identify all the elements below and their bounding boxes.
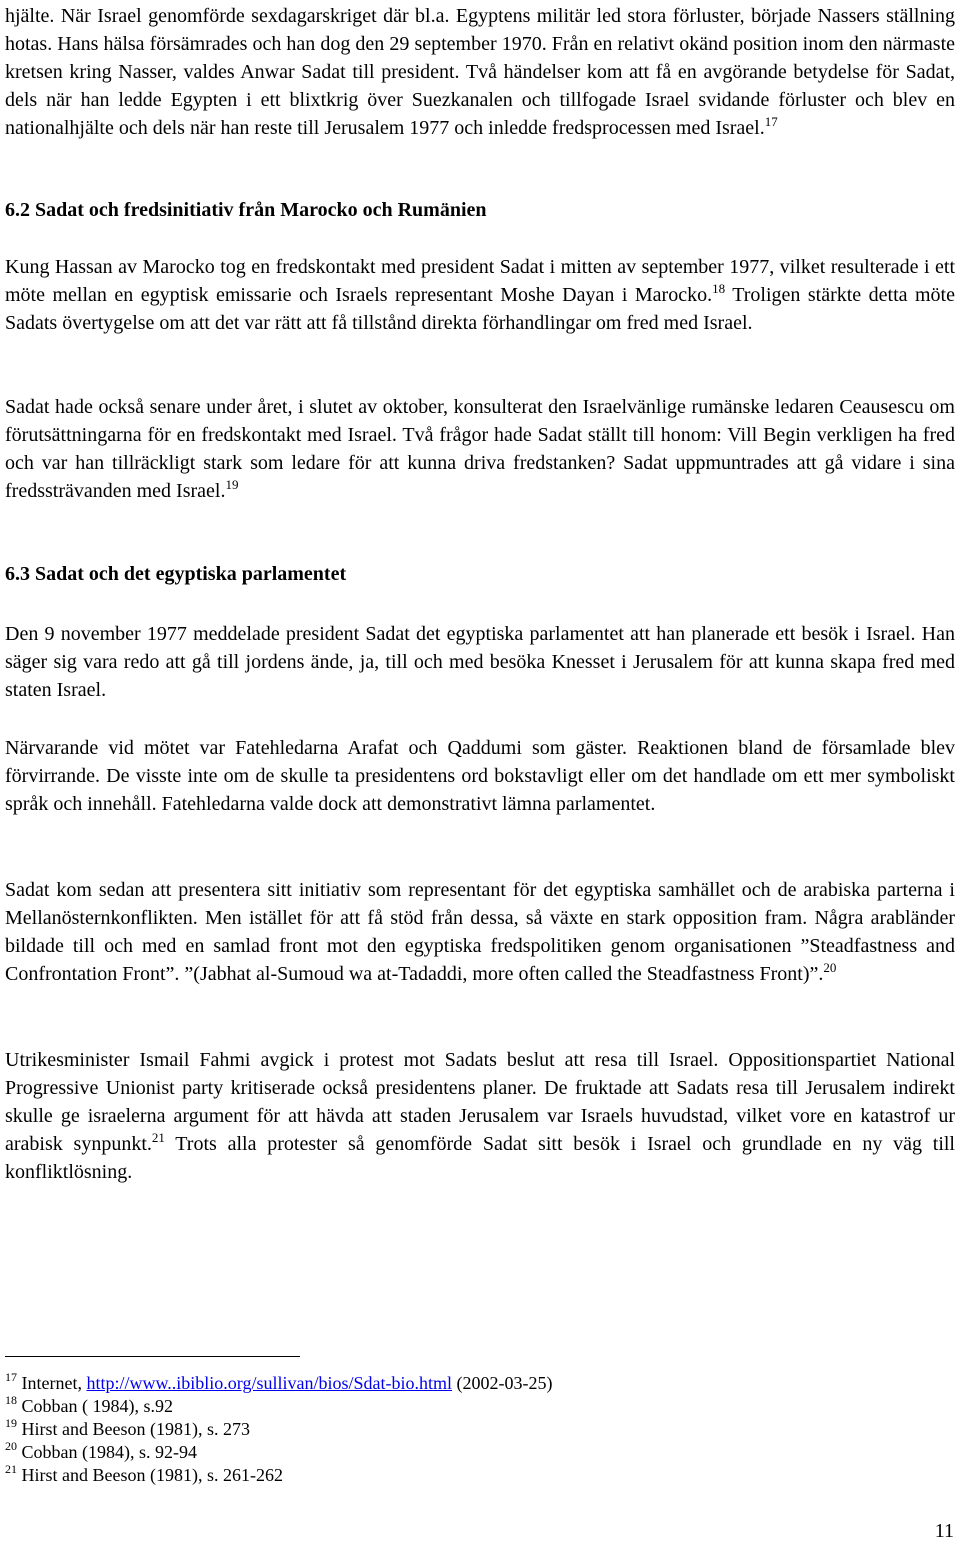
footnote-number: 21 xyxy=(5,1462,17,1476)
paragraph-ceausescu xyxy=(5,393,955,505)
footnote-18 xyxy=(5,1395,173,1418)
section-heading-6-3: 6.3 Sadat och det egyptiska parlamentet xyxy=(5,563,347,585)
paragraph-text: Kung Hassan av Marocko tog en fredskontakt med president Sadat i mitten av september 1977, vilket resulterade i ett möte mellan en egyptisk emissarie och Israels representant Moshe Dayan i Marocko. xyxy=(5,256,955,306)
paragraph-text: Sadat kom sedan att presentera sitt initiativ som representant för det egyptiska samhället och de arabiska parterna i Mellanösternkonflikten. Men istället för att få stöd från dessa, så växte en stark opposition fram. Några arabländer bildade till och med en samlad front mot den egyptiska fredspolitiken genom organisationen ”Steadfastness and Confrontation Front”. ”(Jabhat al-Sumoud wa at-Tadaddi, more often called the Steadfastness Front)”. xyxy=(5,879,955,985)
paragraph-november-1977 xyxy=(5,620,955,704)
footnote-text: Hirst and Beeson (1981), s. 261-262 xyxy=(17,1465,283,1485)
paragraph-text: hjälte. När Israel genomförde sexdagarskriget där bl.a. Egyptens militär led stora förluster, började Nassers ställning hotas. Hans hälsa försämrades och han dog den 29 september 1970. Från en relativt okänd position inom den närmaste kretsen kring Nasser, valdes Anwar Sadat till president. Två händelser kom att få en avgörande betydelse för Sadat, dels när han ledde Egypten i ett blixtkrig över Suezkanalen och tillfogade Israel svidande förluster och blev en nationalhjälte och dels när han reste till Jerusalem 1977 och inledde fredsprocessen med Israel. xyxy=(5,5,955,139)
footnote-20 xyxy=(5,1441,197,1464)
paragraph-text-continued: Trots alla protester så genomförde Sadat sitt besök i Israel och grundlade en ny väg till konfliktlösning. xyxy=(5,1133,955,1183)
paragraph-fatehledarna xyxy=(5,734,955,818)
paragraph-fahmi xyxy=(5,1046,955,1186)
footnote-text: Internet, xyxy=(17,1373,87,1393)
footnote-text: Cobban ( 1984), s.92 xyxy=(17,1396,173,1416)
footnote-number: 17 xyxy=(5,1370,17,1384)
footnote-text: Cobban (1984), s. 92-94 xyxy=(17,1442,197,1462)
paragraph-text: Utrikesminister Ismail Fahmi avgick i protest mot Sadats beslut att resa till Israel. Oppositionspartiet National Progressive Unionist party kritiserade också presidentens planer. De fruktade att Sadats resa till Jerusalem indirekt skulle ge israelerna argument för att hävda att staden Jerusalem var Israels huvudstad, vilket vore en katastrof ur arabisk synpunkt. xyxy=(5,1049,955,1155)
footnote-number: 18 xyxy=(5,1393,17,1407)
footnote-text-continued: (2002-03-25) xyxy=(451,1373,553,1393)
footnote-number: 19 xyxy=(5,1416,17,1430)
footnote-number: 20 xyxy=(5,1439,17,1453)
footnote-ref-20[interactable]: 20 xyxy=(823,960,837,975)
footnote-ref-19[interactable]: 19 xyxy=(225,477,239,492)
paragraph-marocko xyxy=(5,253,955,337)
paragraph-nasser-sadat xyxy=(5,2,955,142)
paragraph-text: Närvarande vid mötet var Fatehledarna Arafat och Qaddumi som gäster. Reaktionen bland de församlade blev förvirrande. De visste inte om de skulle ta presidentens ord bokstavligt eller om det handlade om ett mer symboliskt språk och innehåll. Fatehledarna valde dock att demonstrativt lämna parlamentet. xyxy=(5,737,955,815)
paragraph-opposition xyxy=(5,876,955,988)
footnote-separator xyxy=(5,1356,300,1357)
paragraph-text-continued: Troligen stärkte detta möte Sadats övertygelse om att det var rätt att få tillstånd direkta förhandlingar om fred med Israel. xyxy=(5,284,955,334)
footnote-ref-21[interactable]: 21 xyxy=(151,1130,165,1145)
footnote-ref-17[interactable]: 17 xyxy=(764,114,778,129)
footnote-17 xyxy=(5,1372,552,1395)
footnote-text: Hirst and Beeson (1981), s. 273 xyxy=(17,1419,250,1439)
footnote-21 xyxy=(5,1464,283,1487)
footnote-19 xyxy=(5,1418,250,1441)
section-heading-6-2: 6.2 Sadat och fredsinitiativ från Marocko och Rumänien xyxy=(5,199,487,221)
footnote-ref-18[interactable]: 18 xyxy=(712,281,726,296)
footnote-link[interactable]: http://www..ibiblio.org/sullivan/bios/Sdat-bio.html xyxy=(86,1373,452,1393)
paragraph-text: Sadat hade också senare under året, i slutet av oktober, konsulterat den Israelvänlige rumänske ledaren Ceausescu om förutsättningarna för en fredskontakt med Israel. Två frågor hade Sadat ställt till honom: Vill Begin verkligen ha fred och var han tillräckligt stark som ledare för att kunna driva fredstanken? Sadat uppmuntrades att gå vidare i sina fredssträvanden med Israel. xyxy=(5,396,955,502)
page-number: 11 xyxy=(934,1520,954,1542)
paragraph-text: Den 9 november 1977 meddelade president Sadat det egyptiska parlamentet att han planerade ett besök i Israel. Han säger sig vara redo att gå till jordens ände, ja, till och med besöka Knesset i Jerusalem för att kunna skapa fred med staten Israel. xyxy=(5,623,955,701)
